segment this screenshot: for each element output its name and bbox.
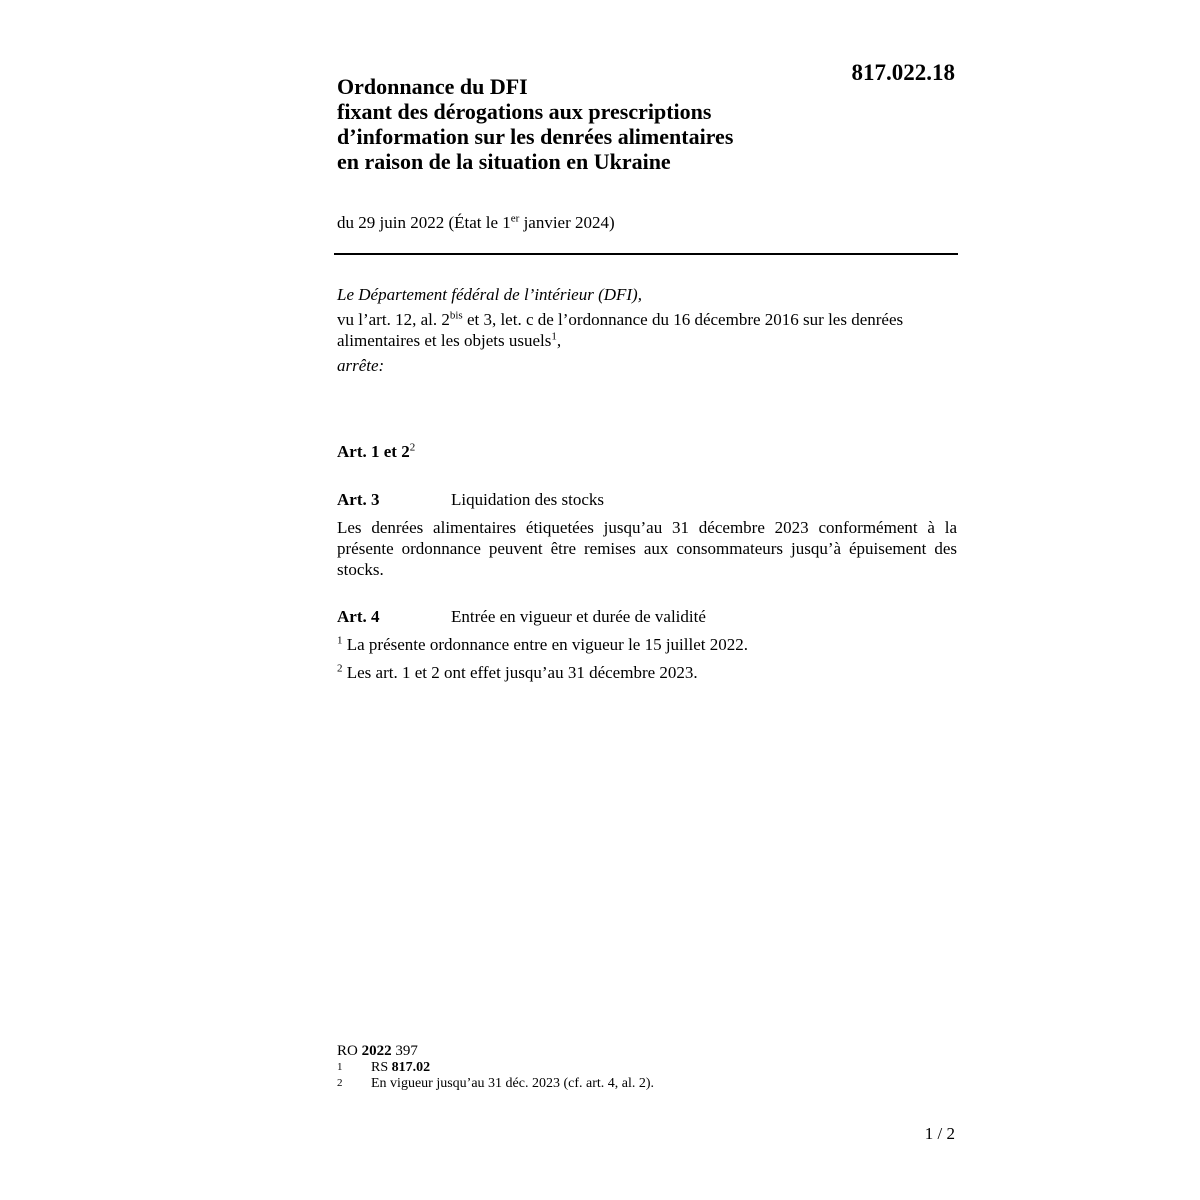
article-number-text: Art. 1 et 2 bbox=[337, 442, 410, 461]
ro-reference bbox=[337, 1043, 957, 1060]
legal-basis-text: vu l’art. 12, al. 2 bbox=[337, 310, 450, 329]
date-superscript: er bbox=[510, 212, 520, 225]
footnote-link[interactable]: 817.02 bbox=[391, 1060, 431, 1075]
preamble-legal-basis bbox=[337, 309, 957, 351]
footnote-text-part: RS bbox=[371, 1060, 392, 1075]
article-title: Entrée en vigueur et durée de validité bbox=[451, 607, 706, 626]
footnote-1 bbox=[337, 1060, 957, 1076]
footnotes bbox=[337, 1043, 957, 1092]
legal-basis-superscript: bis bbox=[449, 309, 463, 322]
document-title bbox=[337, 74, 817, 174]
article-paragraph bbox=[337, 634, 957, 655]
page-number: 1 / 2 bbox=[924, 1124, 955, 1143]
title-line: fixant des dérogations aux prescriptions bbox=[337, 99, 712, 124]
article-heading bbox=[337, 489, 957, 510]
paragraph-text: La présente ordonnance entre en vigueur le 15 juillet 2022. bbox=[342, 635, 748, 654]
ro-page: 397 bbox=[391, 1043, 418, 1059]
preamble-author: Le Département fédéral de l’intérieur (DFI), bbox=[337, 285, 642, 304]
legal-basis-text: et 3, let. c de l’ordonnance du 16 décembre 2016 sur les denrées alimentaires et les objets usuels bbox=[337, 310, 904, 350]
paragraph-text: Les art. 1 et 2 ont effet jusqu’au 31 décembre 2023. bbox=[342, 663, 698, 682]
footnote-ref-1[interactable]: 1 bbox=[551, 330, 557, 343]
article-number: Art. 3 bbox=[337, 490, 380, 509]
footnote-ref-2[interactable]: 2 bbox=[409, 441, 416, 454]
article-title: Liquidation des stocks bbox=[451, 490, 604, 509]
sr-number: 817.022.18 bbox=[851, 60, 955, 85]
date-prefix: du 29 juin 2022 (État le 1 bbox=[337, 213, 511, 232]
preamble bbox=[337, 284, 957, 376]
article-3 bbox=[337, 489, 957, 580]
article-number: Art. 4 bbox=[337, 607, 380, 626]
ro-prefix: RO bbox=[337, 1043, 362, 1059]
document-date bbox=[337, 213, 615, 233]
footnote-text bbox=[371, 1060, 430, 1076]
title-line: en raison de la situation en Ukraine bbox=[337, 149, 671, 174]
article-number bbox=[337, 441, 415, 462]
title-line: Ordonnance du DFI bbox=[337, 74, 528, 99]
ro-year: 2022 bbox=[361, 1043, 392, 1059]
article-4 bbox=[337, 606, 957, 683]
article-heading bbox=[337, 441, 957, 462]
footnote-text: En vigueur jusqu’au 31 déc. 2023 (cf. art. 4, al. 2). bbox=[371, 1076, 655, 1091]
preamble-decides: arrête: bbox=[337, 356, 385, 375]
footnote-number: 2 bbox=[337, 1077, 343, 1089]
date-suffix: janvier 2024) bbox=[519, 213, 615, 232]
footnote-number: 1 bbox=[337, 1061, 343, 1073]
footnote-2 bbox=[337, 1076, 957, 1092]
header-divider bbox=[334, 253, 958, 255]
legal-basis-text: , bbox=[556, 331, 562, 350]
title-line: d’information sur les denrées alimentaires bbox=[337, 124, 734, 149]
article-1-2 bbox=[337, 441, 957, 462]
paragraph-number: 2 bbox=[337, 662, 343, 675]
article-heading bbox=[337, 606, 957, 627]
article-body: Les denrées alimentaires étiquetées jusqu’au 31 décembre 2023 conformément à la présente ordonnance peuvent être remises aux consommateurs jusqu’à épuisement des stocks. bbox=[337, 518, 957, 579]
article-paragraph bbox=[337, 662, 957, 683]
paragraph-number: 1 bbox=[337, 634, 343, 647]
